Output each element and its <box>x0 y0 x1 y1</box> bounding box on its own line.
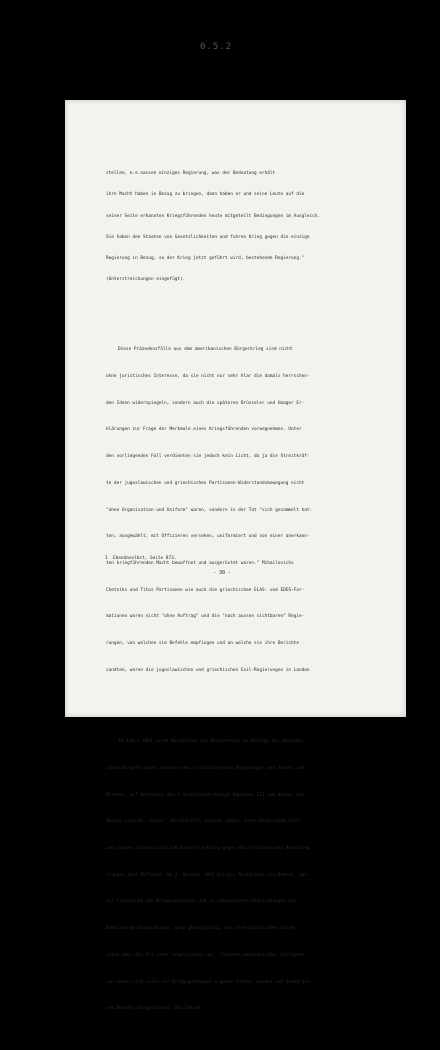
text-line: schen Bürgerkrieges zwischen den rivalisierenden Regierungen von Juarez und <box>106 765 305 771</box>
text-line: Diese Präzedenzfälle aus dem amerikanischen Bürgerkrieg sind nicht <box>118 347 293 353</box>
footnote: 1 Ebendaselbst, Seite 873. <box>105 556 177 561</box>
quote-line: Regierung in Bezug, so der Krieg jetzt geführt wird, bestehende Regierung." <box>106 256 305 262</box>
quote-block <box>106 156 398 298</box>
text-line: mationen waren nicht "ohne Auftrag" und die "nach aussen sichtbaren" Regie- <box>106 614 305 620</box>
quote-line: Sie haben den Staaten von Gesetzlichkeiten und fuhren Krieg gegen die einzige <box>106 234 310 240</box>
text-line: te der jugoslawischen und griechischen Partisanen-Widerstandsbewegung nicht <box>106 480 305 486</box>
text-line: ten, ausgewählt, mit Offizieren versehen, uniformiert und von einer anerkann- <box>106 534 310 540</box>
text-line: rungen, von welchen sie Befehle empfingen und an welche sie ihre Berichte <box>106 641 299 647</box>
text-line: Chetniks und Titos Partisanen wie auch die griechischen ELAS- und EDES-For- <box>106 587 305 593</box>
text-line: klärungen zur Frage der Merkmale eines Kriegsführenden vorwegnehmen. Unter <box>106 427 302 433</box>
text-line: ses Dekrets hingerichtet. Das Dekret <box>106 1006 202 1012</box>
document-body <box>106 138 398 1050</box>
paragraph-2 <box>106 720 398 1032</box>
page-number: - 30 - <box>213 570 232 576</box>
text-line: sandten, waren die jugoslawischen und griechischen Exil-Regierungen in London <box>106 667 310 673</box>
text-line: Rebellen bevollmächtigte, ganz gleichgültig, wie ihre politischen Grund- <box>106 926 297 932</box>
text-line: ten kriegführenden Macht bewaffnet und ausgerüstet waren." Mihailovichs <box>106 560 294 566</box>
quote-line: stellen, e.e.nassen einziges Regierung, was der Bedeutung erhält <box>106 171 276 176</box>
text-line: Miramon, auf Betreiben des französischen Königs Napoleon III zum Kaiser von <box>106 792 305 798</box>
text-line: "ohne Organisation und Uniform" waren, sondern in der Tat "sich gesammelt hat- <box>106 507 313 513</box>
text-line: truppen ihre Zuflucht. Am 3. Oktober 1865 erliess Maximilian ein Dekret, das <box>106 872 307 878</box>
quote-line: seiner Seite erkannten Kriegsführenden heute mitgeteilt Bedingungen im Ausgleich. <box>106 213 321 219</box>
text-line: Im Jahre 1865 wurde Maximilian von Oesterreich im Gefolge des mexikani- <box>118 739 306 745</box>
text-line: und gingen schliesslich zum Guerrilla-Krieg gegen die französischen Besatzung <box>106 845 310 851</box>
paragraph-1 <box>106 328 398 693</box>
text-line: zur Einsetzung von Kriegsgerichten und zu summarischen Hinrichtungen von <box>106 899 297 905</box>
archive-mark: 0.5.2 <box>200 42 233 52</box>
text-line: den vorliegenden Fall verdienten sie jedoch kein Licht, da ja die Streitkräf- <box>106 454 310 460</box>
quote-line: ihre Macht haben in Bezug zu bringen, dann haben er und seine Leute auf die <box>106 192 305 198</box>
text-line: sätze oder die Art ihrer Organisation war. Tausende mexikanischer Patrioten <box>106 952 305 958</box>
quote-line: (Unterstreichungen eingefügt). <box>106 277 186 283</box>
text-line: Mexiko ernannt. Juarez' Streitkräfte setzten jedoch ihren Widerstand fort <box>106 819 299 825</box>
text-line: ohne juristisches Interesse, da sie nicht nur sehr klar die damals herrschen- <box>106 373 310 379</box>
document-page <box>65 100 406 1012</box>
text-line: den Ideen widerspiegeln, sondern auch die späteren Brüsseler und Haager Er- <box>106 400 305 406</box>
text-line: von denen sich viele als Kriegsgefangene ergeben hatten, wurden auf Grund die- <box>106 979 313 985</box>
